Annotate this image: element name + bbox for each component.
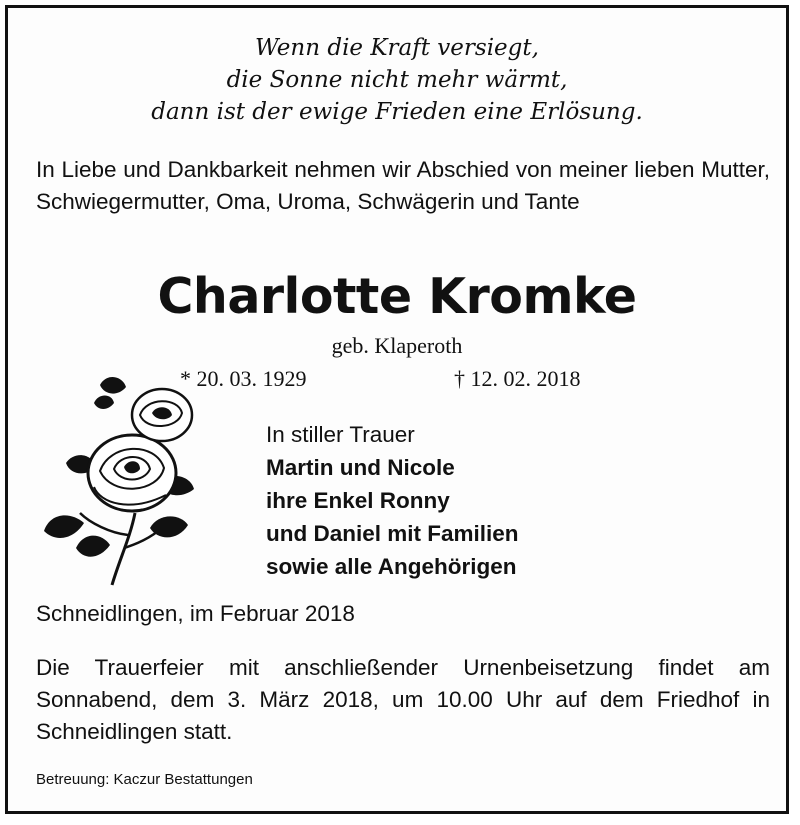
rose-icon	[40, 363, 210, 588]
intro-text: In Liebe und Dankbarkeit nehmen wir Abschied von meiner lieben Mutter, Schwiegermutter, Oma, Uroma, Schwägerin und Tante	[36, 157, 770, 214]
mourner-line: ihre Enkel Ronny	[266, 488, 450, 513]
deceased-name: Charlotte Kromke	[157, 268, 637, 325]
death-date: † 12. 02. 2018	[454, 366, 581, 391]
mourner-line: sowie alle Angehörigen	[266, 554, 517, 579]
mourner-line: Martin und Nicole	[266, 455, 455, 480]
funeral-home: Betreuung: Kaczur Bestattungen	[36, 771, 253, 788]
obituary-frame	[5, 5, 789, 814]
mourners-heading: In stiller Trauer	[266, 422, 415, 447]
poem-line: Wenn die Kraft versiegt,	[255, 35, 539, 61]
birth-date: * 20. 03. 1929	[180, 366, 307, 391]
poem-line: die Sonne nicht mehr wärmt,	[226, 67, 568, 93]
ceremony-text: Die Trauerfeier mit anschließender Urnenbeisetzung findet am Sonnabend, dem 3. März 2018, um 10.00 Uhr auf dem Friedhof in Schneidlingen statt.	[36, 655, 770, 744]
poem-line: dann ist der ewige Frieden eine Erlösung.	[151, 99, 643, 125]
poem	[8, 32, 786, 128]
mourners-block	[266, 418, 519, 583]
mourner-line: und Daniel mit Familien	[266, 521, 519, 546]
birth-name: geb. Klaperoth	[331, 333, 463, 358]
place-date: Schneidlingen, im Februar 2018	[36, 601, 355, 626]
